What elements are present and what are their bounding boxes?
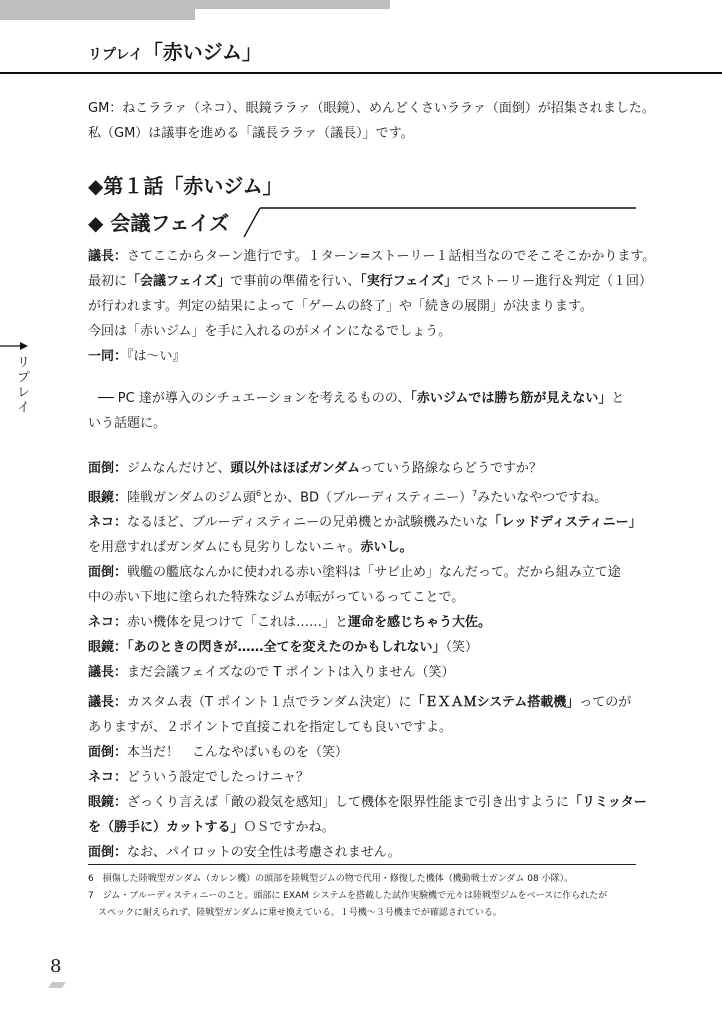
text-line: 中の赤い下地に塗られた特殊なジムが転がっているってことで。 bbox=[88, 590, 465, 606]
dialogue1 bbox=[88, 456, 642, 685]
text-line: 一同：『は〜い』 bbox=[88, 349, 186, 364]
text-line: 眼鏡：ざっくり言えば「敵の殺気を感知」して機体を限界性能まで引き出すように「リミッター bbox=[88, 795, 647, 810]
header-gray-bar bbox=[0, 0, 390, 9]
header-rule bbox=[0, 72, 722, 74]
intro-line: GM：ねこララァ（ネコ）、眼鏡ララァ（眼鏡）、めんどくさいララァ（面倒）が招集されました。 bbox=[88, 101, 655, 116]
text-line: を（勝手に）カットする」ＯＳですかね。 bbox=[88, 820, 335, 835]
side-tab-label: リプレイ bbox=[14, 355, 29, 415]
text-line: 最初に「会議フェイズ」で事前の準備を行い、「実行フェイズ」でストーリー進行＆判定（１回） bbox=[88, 274, 653, 289]
footnotes bbox=[88, 871, 648, 922]
text-line: 面倒：戦艦の艦底なんかに使われる赤い塗料は「サビ止め」なんだって。だから組み立て途 bbox=[88, 565, 621, 581]
header-title: 「赤いジム」 bbox=[142, 40, 262, 64]
page-ornament-icon bbox=[46, 982, 66, 988]
text-line: 面倒：本当だ！ こんなやばいものを（笑） bbox=[88, 745, 349, 760]
text-line: ネコ：なるほど、ブルーディスティニーの兄弟機とか試験機みたいな「レッドディスティニー」 bbox=[88, 515, 642, 531]
header-gray-bar-short bbox=[0, 9, 195, 20]
text-line: 眼鏡：「あのときの閃きが……全てを変えたのかもしれない」（笑） bbox=[88, 640, 479, 656]
intro bbox=[88, 96, 655, 146]
header-label: リプレイ bbox=[88, 47, 143, 63]
episode-heading: ◆第１話「赤いジム」 bbox=[88, 174, 283, 198]
text-line: ── PC 達が導入のシチュエーションを考えるものの、「赤いジムでは勝ち筋が見えない」と bbox=[98, 391, 625, 406]
text-line: 眼鏡：陸戦ガンダムのジム頭$^6$とか、BD（ブルーディスティニー）$^7$みたいなやつですね。 bbox=[88, 489, 608, 506]
text-line: 議長：さてここからターン進行です。１ターン=ストーリー１話相当なのでそこそこかかります。 bbox=[88, 249, 656, 264]
footnote-ref: 7 bbox=[472, 489, 478, 498]
page-number: 8 bbox=[50, 956, 62, 977]
intro-line: 私（GM）は議事を進める「議長ララァ（議長）」です。 bbox=[88, 126, 414, 141]
footnote: 7 ジム・ブルーディスティニーのこと。頭部に EXAM システムを搭載した試作実験機で元々は陸戦型ジムをベースに作られたが bbox=[88, 891, 608, 901]
footnote: スペックに耐えられず、陸戦型ガンダムに乗せ換えている。１号機〜３号機までが確認されている。 bbox=[98, 908, 502, 918]
speaker: 一同： bbox=[88, 349, 128, 364]
text-line: 今回は「赤いジム」を手に入れるのがメインになるでしょう。 bbox=[88, 324, 452, 339]
text-line: いう話題に。 bbox=[88, 416, 167, 431]
narration bbox=[88, 386, 638, 436]
text-line: 議長：カスタム表（T ポイント１点でランダム決定）に「ＥＸＡＭシステム搭載機」ってのが bbox=[88, 695, 632, 710]
text-line: 面倒：なお、パイロットの安全性は考慮されません。 bbox=[88, 845, 401, 860]
text-line: 面倒：ジムなんだけど、頭以外はほぼガンダムっていう路線ならどうですか？ bbox=[88, 461, 542, 476]
text-line: ネコ：赤い機体を見つけて「これは……」と運命を感じちゃう大佐。 bbox=[88, 615, 492, 631]
footnote: 6 損傷した陸戦型ガンダム（カレン機）の頭部を陸戦型ジムの物で代用・修復した機体（機動戦士ガンダム 08 小隊）。 bbox=[88, 874, 574, 884]
text-line: が行われます。判定の結果によって「ゲームの終了」や「続きの展開」が決まります。 bbox=[88, 299, 593, 314]
text-line: ネコ：どういう設定でしたっけニャ？ bbox=[88, 770, 310, 785]
text-line: を用意すればガンダムにも見劣りしないニャ。赤いし。 bbox=[88, 540, 413, 556]
section-heading-rule bbox=[240, 204, 640, 238]
text-line: ありますが、２ポイントで直接これを指定しても良いですよ。 bbox=[88, 720, 453, 735]
page-header bbox=[88, 36, 262, 65]
text-line: 議長：まだ会議フェイズなので T ポイントは入りません（笑） bbox=[88, 665, 455, 681]
side-arrow-icon bbox=[0, 340, 28, 352]
para1 bbox=[88, 244, 656, 369]
dialogue2 bbox=[88, 690, 647, 865]
speaker: 議長： bbox=[88, 249, 128, 264]
section-heading: ◆ 会議フェイズ bbox=[88, 211, 230, 235]
footnote-rule bbox=[88, 864, 636, 865]
footnote-ref: 6 bbox=[255, 489, 262, 498]
